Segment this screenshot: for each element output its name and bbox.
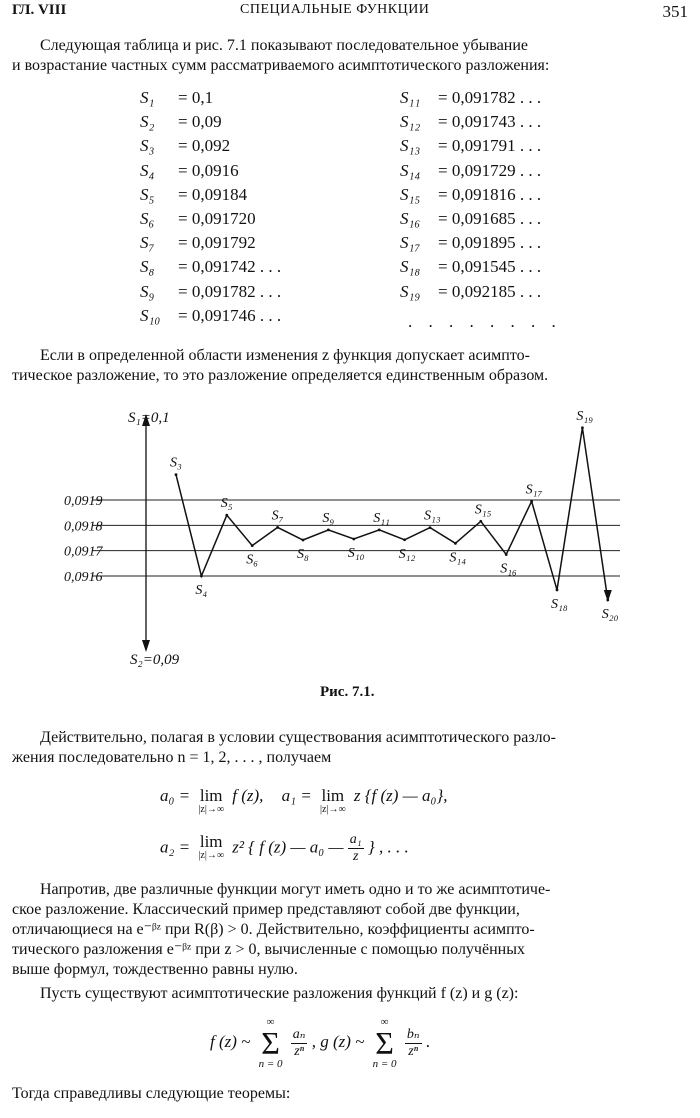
series-line xyxy=(176,428,608,600)
ytick-label: 0,0919 xyxy=(64,494,103,509)
fraction-numerator: a₁ xyxy=(349,832,362,847)
lim-word: lim xyxy=(199,786,223,805)
partial-sum-row xyxy=(140,185,247,205)
text-line: Действительно, полагая в условии существования асимптотического разло- xyxy=(40,729,556,746)
partial-sum-row xyxy=(140,282,281,302)
a1-lhs: a₁ = xyxy=(281,786,312,805)
figure-7-1-chart xyxy=(0,400,700,680)
point-label: S₁₃ xyxy=(424,508,441,524)
data-point xyxy=(378,528,381,531)
partial-sum-row xyxy=(400,88,541,108)
text-line: ское разложение. Классический пример представляют собой две функции, xyxy=(12,901,520,918)
partial-sum-row xyxy=(140,161,239,181)
sum-lower: n = 0 xyxy=(372,1058,397,1070)
fraction-numerator: bₙ xyxy=(406,1027,420,1042)
partial-sum-label: S₁₈ xyxy=(400,257,421,277)
closing-line xyxy=(12,1084,688,1104)
a2-lhs: a₂ = xyxy=(160,837,191,857)
partial-sum-label: S₁₄ xyxy=(400,160,421,180)
partial-sum-value: = 0,0916 xyxy=(178,160,239,180)
continuation-dots: . . . . . . . . xyxy=(408,312,562,331)
partial-sum-label: S₉ xyxy=(140,281,155,301)
partial-sum-label: S₈ xyxy=(140,257,155,277)
counterexample-paragraph xyxy=(12,880,688,1004)
data-point xyxy=(276,526,279,529)
partial-sum-label: S₁₀ xyxy=(140,305,161,325)
partial-sum-label: S₁₁ xyxy=(400,88,421,107)
a2-end: } , . . . xyxy=(367,837,409,857)
point-label: S₁₁ xyxy=(373,510,390,526)
point-label: S₉ xyxy=(322,510,335,526)
text-line: Если в определенной области изменения z функция допускает асимпто- xyxy=(40,347,530,364)
asymptotic-series-formula xyxy=(210,1016,430,1070)
point-label: S₁₉ xyxy=(576,408,594,424)
text-line: Пусть существуют асимптотические разложения функций f (z) и g (z): xyxy=(40,985,519,1002)
axis-arrow-down xyxy=(142,640,150,652)
partial-sum-row xyxy=(400,136,541,156)
point-label: S₁₂ xyxy=(398,546,416,562)
partial-sum-value: = 0,091742 . . . xyxy=(178,257,282,277)
lim-subscript: |z|→∞ xyxy=(320,804,346,815)
partial-sum-row xyxy=(400,112,541,132)
point-label: S₄ xyxy=(195,583,208,598)
partial-sum-value: = 0,091720 xyxy=(178,209,256,228)
sum-upper: ∞ xyxy=(266,1016,275,1028)
limit-a1 xyxy=(320,786,346,815)
a2-mid: z² { f (z) — a₀ — xyxy=(232,837,344,857)
point-label: S₁₇ xyxy=(525,482,543,498)
sum-g xyxy=(373,1016,397,1070)
partial-sum-label: S₁₂ xyxy=(400,112,421,132)
a0-rhs: f (z), xyxy=(232,786,264,805)
data-point xyxy=(505,553,508,556)
chapter-label: ГЛ. VIII xyxy=(12,2,67,18)
partial-sum-row xyxy=(400,257,541,277)
point-label: S₆ xyxy=(246,552,259,568)
partial-sum-value: = 0,1 xyxy=(178,88,214,107)
partial-sum-row xyxy=(400,161,541,181)
point-label: S₁₅ xyxy=(474,502,492,518)
data-point xyxy=(225,514,228,517)
partial-sum-label: S₁₇ xyxy=(400,233,421,253)
point-label: S₂₀ xyxy=(601,607,619,622)
partial-sum-label: S₇ xyxy=(140,233,155,253)
page-number: 351 xyxy=(662,2,688,21)
sigma-symbol: Σ xyxy=(375,1025,394,1061)
partial-sum-row xyxy=(400,233,541,253)
partial-sum-value: = 0,091545 . . . xyxy=(438,257,542,277)
text-line: отличающиеся на e⁻ᵝᶻ при R(β) > 0. Действительно, коэффициенты асимпто- xyxy=(12,921,535,938)
limit-a2 xyxy=(198,832,224,861)
ytick-label: 0,0917 xyxy=(64,544,103,560)
data-point xyxy=(302,539,305,542)
partial-sum-label: S₂ xyxy=(140,112,155,132)
text-line: выше формул, тождественно равны нулю. xyxy=(12,961,298,978)
data-point xyxy=(200,575,203,578)
partial-sum-row xyxy=(140,209,256,229)
partial-sum-value: = 0,091743 . . . xyxy=(438,112,542,132)
text-line: Напротив, две различные функции могут иметь одно и то же асимптотиче- xyxy=(40,881,551,898)
data-point xyxy=(352,538,355,541)
point-label: S₁₈ xyxy=(551,596,568,612)
text-line: и возрастание частных сумм рассматриваемого асимптотического разложения: xyxy=(12,57,550,74)
g-lhs: , g (z) ~ xyxy=(311,1031,365,1051)
partial-sum-value: = 0,091746 . . . xyxy=(178,305,282,325)
partial-sum-label: S₁₆ xyxy=(400,209,421,228)
partial-sum-value: = 0,091782 . . . xyxy=(438,88,542,107)
partial-sum-label: S₁₉ xyxy=(400,281,421,301)
partial-sum-value: = 0,091782 . . . xyxy=(178,281,282,301)
ytick-label: 0,0918 xyxy=(64,519,103,535)
partial-sum-label: S₁₅ xyxy=(400,184,421,204)
sum-upper: ∞ xyxy=(380,1016,389,1028)
partial-sum-row xyxy=(140,257,281,277)
derivation-paragraph xyxy=(12,728,688,768)
partial-sum-value: = 0,091816 . . . xyxy=(438,184,542,204)
partial-sum-label: S₁ xyxy=(140,88,155,107)
formula-a2 xyxy=(160,832,409,865)
partial-sum-row xyxy=(400,185,541,205)
text-line: Следующая таблица и рис. 7.1 показывают последовательное убывание xyxy=(40,37,529,54)
data-point xyxy=(454,542,457,545)
fraction-a1-over-z xyxy=(348,832,364,865)
text-line: тического разложения e⁻ᵝᶻ при z > 0, вычисленные с помощью получённых xyxy=(12,941,525,958)
data-point xyxy=(556,589,559,592)
data-point xyxy=(530,500,533,503)
partial-sum-row xyxy=(140,88,213,108)
partial-sum-value: = 0,09184 xyxy=(178,184,248,204)
partial-sum-label: S₆ xyxy=(140,209,155,228)
partial-sum-value: = 0,091792 xyxy=(178,233,256,253)
data-point xyxy=(479,520,482,523)
axis-bottom-label: S₂=0,09 xyxy=(130,652,180,668)
data-point xyxy=(327,528,330,531)
point-label: S₅ xyxy=(220,496,233,512)
ytick-label: 0,0916 xyxy=(64,570,103,585)
partial-sum-row xyxy=(140,306,281,326)
partial-sum-label: S₁₃ xyxy=(400,136,421,156)
axis-top-label: S₁=0,1 xyxy=(128,410,170,426)
partial-sum-label: S₄ xyxy=(140,160,155,180)
partial-sum-row xyxy=(400,209,541,229)
limit-a0 xyxy=(198,786,224,815)
partial-sum-value: = 0,091685 . . . xyxy=(438,209,542,228)
data-point xyxy=(251,544,254,547)
running-title: СПЕЦИАЛЬНЫЕ ФУНКЦИИ xyxy=(240,2,430,17)
sum-f xyxy=(259,1016,283,1070)
text-line: тическое разложение, то это разложение определяется единственным образом. xyxy=(12,367,549,384)
a1-rhs: z {f (z) — a₀}, xyxy=(353,786,448,805)
point-label: S₃ xyxy=(170,455,182,471)
fraction-numerator: aₙ xyxy=(292,1027,306,1042)
partial-sum-row xyxy=(140,136,230,156)
partial-sum-label: S₅ xyxy=(140,184,155,204)
text-line: Тогда справедливы следующие теоремы: xyxy=(12,1085,291,1102)
point-label: S₇ xyxy=(271,508,284,524)
partial-sum-value: = 0,092185 . . . xyxy=(438,281,542,301)
partial-sum-row xyxy=(140,112,222,132)
sigma-symbol: Σ xyxy=(261,1025,280,1061)
partial-sum-value: = 0,091791 . . . xyxy=(438,136,542,156)
point-label: S₈ xyxy=(297,547,309,563)
uniqueness-paragraph xyxy=(12,346,688,386)
fraction-denominator: zⁿ xyxy=(408,1044,419,1059)
figure-caption: Рис. 7.1. xyxy=(320,684,375,700)
lim-word: lim xyxy=(199,832,223,851)
partial-sum-row xyxy=(400,282,541,302)
partial-sum-value: = 0,091729 . . . xyxy=(438,160,542,180)
lim-subscript: |z|→∞ xyxy=(198,804,224,815)
sum-lower: n = 0 xyxy=(258,1058,283,1070)
data-point xyxy=(429,526,432,529)
data-point xyxy=(581,426,584,429)
formula-a0-a1 xyxy=(160,786,448,815)
partial-sum-value: = 0,09 xyxy=(178,112,222,132)
point-label: S₁₄ xyxy=(449,550,467,566)
formula-period: . xyxy=(425,1031,430,1051)
partial-sum-row xyxy=(140,233,256,253)
fraction-denominator: z xyxy=(353,849,359,864)
lim-word: lim xyxy=(321,786,345,805)
partial-sum-label: S₃ xyxy=(140,136,155,156)
text-line: жения последовательно n = 1, 2, . . . , получаем xyxy=(12,749,332,766)
partial-sum-value: = 0,092 xyxy=(178,136,231,156)
page-header xyxy=(0,0,700,24)
partial-sum-value: = 0,091895 . . . xyxy=(438,233,542,253)
lim-subscript: |z|→∞ xyxy=(198,850,224,861)
data-point xyxy=(606,599,609,602)
point-label: S₁₀ xyxy=(347,546,365,562)
f-lhs: f (z) ~ xyxy=(210,1031,251,1051)
data-point xyxy=(175,473,178,476)
point-label: S₁₆ xyxy=(500,561,517,577)
a0-lhs: a₀ = xyxy=(160,786,191,805)
fraction-an-zn xyxy=(291,1026,308,1060)
fraction-bn-zn xyxy=(405,1026,422,1060)
intro-paragraph xyxy=(12,36,688,76)
data-point xyxy=(403,538,406,541)
fraction-denominator: zⁿ xyxy=(294,1044,305,1059)
